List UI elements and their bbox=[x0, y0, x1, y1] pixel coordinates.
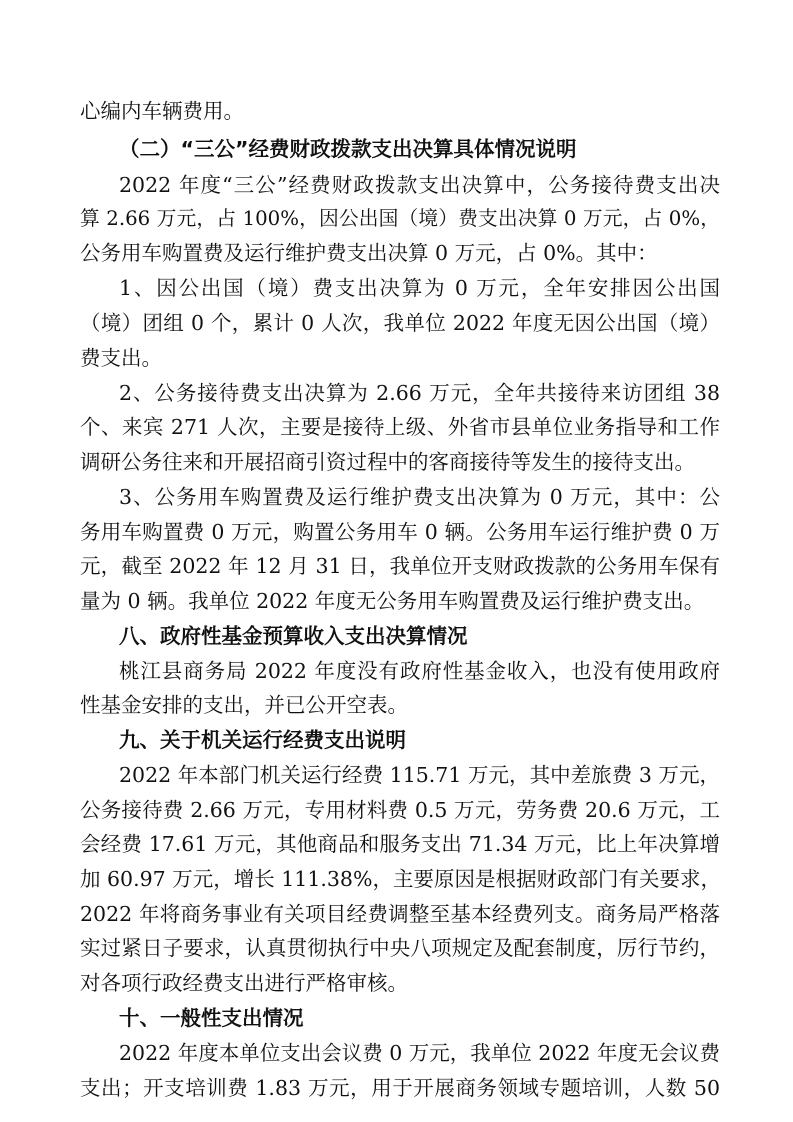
text-line: 2022 年本部门机关运行经费 115.71 万元，其中差旅费 3 万元， bbox=[119, 763, 720, 787]
text-line: 加 60.97 万元，增长 111.38%，主要原因是根据财政部门有关要求， bbox=[80, 867, 721, 891]
text-line: 实过紧日子要求，认真贯彻执行中央八项规定及配套制度，厉行节约， bbox=[80, 936, 720, 960]
section-heading-8: 八、政府性基金预算收入支出决算情况 bbox=[119, 624, 468, 648]
section-heading-10: 十、一般性支出情况 bbox=[119, 1006, 304, 1030]
text-line: 对各项行政经费支出进行严格审核。 bbox=[80, 971, 408, 995]
text-line: 费支出。 bbox=[80, 346, 162, 370]
text-line: 1、因公出国（境）费支出决算为 0 万元，全年安排因公出国 bbox=[119, 276, 720, 300]
text-line: 性基金安排的支出，并已公开空表。 bbox=[80, 693, 408, 717]
text-line: 务用车购置费 0 万元，购置公务用车 0 辆。公务用车运行维护费 0 万 bbox=[80, 520, 720, 544]
text-line: 心编内车辆费用。 bbox=[80, 99, 244, 123]
text-line: 支出；开支培训费 1.83 万元，用于开展商务领域专题培训，人数 50 bbox=[80, 1076, 720, 1100]
section-heading-three-public: （二）“三公”经费财政拨款支出决算具体情况说明 bbox=[119, 137, 577, 161]
text-line: 2022 年度本单位支出会议费 0 万元，我单位 2022 年度无会议费 bbox=[119, 1041, 720, 1065]
text-line: 公务接待费 2.66 万元，专用材料费 0.5 万元，劳务费 20.6 万元，工 bbox=[80, 798, 720, 822]
text-line: 会经费 17.61 万元，其他商品和服务支出 71.34 万元，比上年决算增 bbox=[80, 832, 720, 856]
text-line: 3、公务用车购置费及运行维护费支出决算为 0 万元，其中：公 bbox=[119, 485, 720, 509]
text-line: 2022 年将商务事业有关项目经费调整至基本经费列支。商务局严格落 bbox=[80, 902, 720, 926]
text-line: 公务用车购置费及运行维护费支出决算 0 万元，占 0%。其中： bbox=[80, 241, 658, 265]
text-line: 2022 年度“三公”经费财政拨款支出决算中，公务接待费支出决 bbox=[119, 173, 720, 197]
text-line: 个、来宾 271 人次，主要是接待上级、外省市县单位业务指导和工作 bbox=[80, 415, 720, 439]
text-line: 量为 0 辆。我单位 2022 年度无公务用车购置费及运行维护费支出。 bbox=[80, 589, 705, 613]
text-line: 元，截至 2022 年 12 月 31 日，我单位开支财政拨款的公务用车保有 bbox=[80, 554, 720, 578]
text-line: （境）团组 0 个，累计 0 人次，我单位 2022 年度无因公出国（境） bbox=[80, 311, 720, 335]
text-line: 2、公务接待费支出决算为 2.66 万元，全年共接待来访团组 38 bbox=[119, 381, 720, 405]
text-line: 算 2.66 万元，占 100%，因公出国（境）费支出决算 0 万元，占 0%， bbox=[80, 207, 720, 230]
text-line: 桃江县商务局 2022 年度没有政府性基金收入，也没有使用政府 bbox=[119, 659, 720, 683]
section-heading-9: 九、关于机关运行经费支出说明 bbox=[119, 728, 406, 752]
text-line: 调研公务往来和开展招商引资过程中的客商接待等发生的接待支出。 bbox=[80, 450, 695, 474]
